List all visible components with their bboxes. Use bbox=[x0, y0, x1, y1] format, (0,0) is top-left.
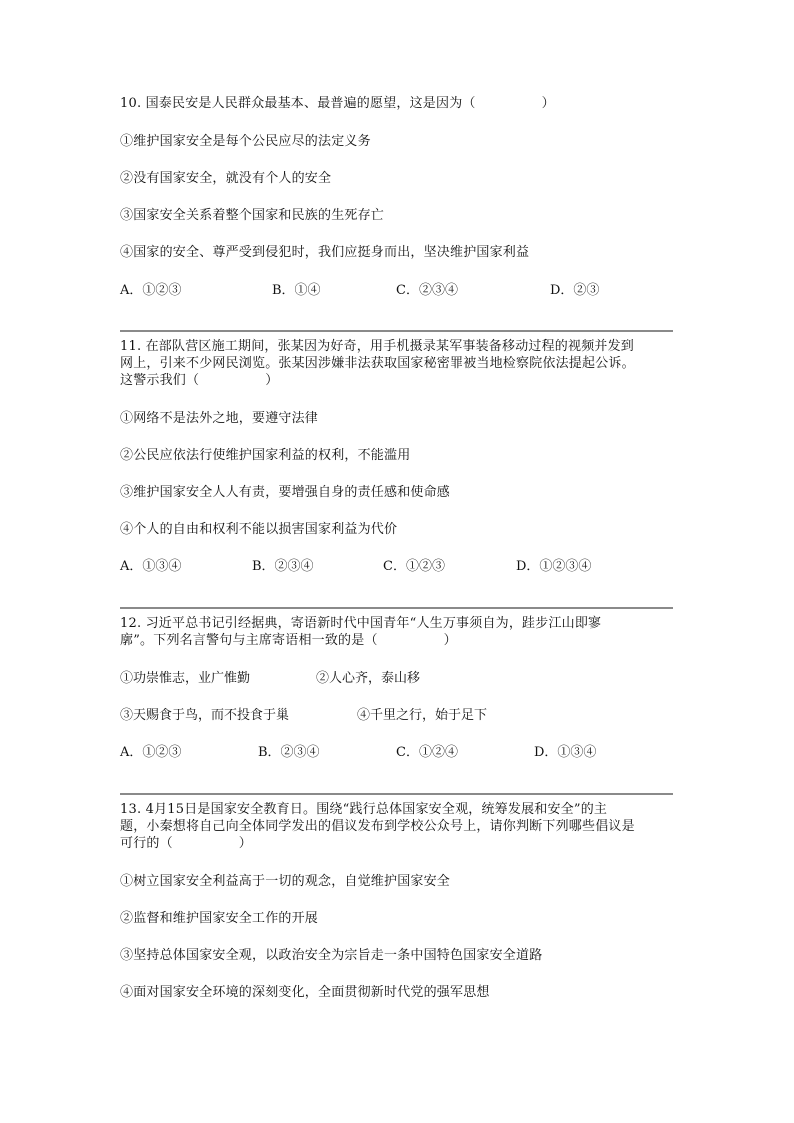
divider-q12-q13 bbox=[120, 793, 673, 795]
q11-option-a: A．①③④ bbox=[120, 559, 182, 574]
q11-item-1: ①网络不是法外之地，要遵守法律 bbox=[120, 411, 319, 426]
q12-option-a: A．①②③ bbox=[120, 745, 182, 760]
q13-stem-line-3: 可行的（ ） bbox=[120, 836, 253, 851]
q13-item-4: ④面对国家安全环境的深刻变化，全面贯彻新时代党的强军思想 bbox=[120, 985, 490, 1000]
q10-item-4: ④国家的安全、尊严受到侵犯时，我们应挺身而出，坚决维护国家利益 bbox=[120, 245, 530, 260]
q12-stem-line-1: 12. 习近平总书记引经据典，寄语新时代中国青年“人生万事须自为，跬步江山即寥 bbox=[120, 616, 602, 631]
q12-item-1: ①功崇惟志，业广惟勤 bbox=[120, 671, 251, 686]
q11-item-2: ②公民应依法行使维护国家利益的权利，不能滥用 bbox=[120, 448, 411, 463]
q13-item-2: ②监督和维护国家安全工作的开展 bbox=[120, 911, 319, 926]
q12-option-c: C．①②④ bbox=[396, 745, 458, 760]
q10-item-3: ③国家安全关系着整个国家和民族的生死存亡 bbox=[120, 208, 385, 223]
q11-stem-line-2: 网上，引来不少网民浏览。张某因涉嫌非法获取国家秘密罪被当地检察院依法提起公诉。 bbox=[120, 356, 635, 371]
q12-option-d: D．①③④ bbox=[534, 745, 597, 760]
q10-item-1: ①维护国家安全是每个公民应尽的法定义务 bbox=[120, 134, 371, 149]
q11-option-b: B．②③④ bbox=[252, 559, 314, 574]
q11-option-d: D．①②③④ bbox=[516, 559, 592, 574]
q11-item-4: ④个人的自由和权利不能以损害国家利益为代价 bbox=[120, 522, 398, 537]
q10-option-a: A．①②③ bbox=[120, 283, 182, 298]
divider-q11-q12 bbox=[120, 607, 673, 609]
q13-item-1: ①树立国家安全利益高于一切的观念，自觉维护国家安全 bbox=[120, 874, 451, 889]
q11-item-3: ③维护国家安全人人有责，要增强自身的责任感和使命感 bbox=[120, 485, 451, 500]
divider-q10-q11 bbox=[120, 330, 673, 332]
q13-stem-line-1: 13. 4月15日是国家安全教育日。围绕“践行总体国家安全观，统筹发展和安全”的主 bbox=[120, 802, 608, 817]
q11-stem-line-1: 11. 在部队营区施工期间，张某因为好奇，用手机摄录某军事装备移动过程的视频并发到 bbox=[120, 339, 635, 354]
q10-stem: 10. 国泰民安是人民群众最基本、最普遍的愿望，这是因为（ ） bbox=[120, 96, 555, 111]
q12-item-2: ②人心齐，泰山移 bbox=[316, 671, 421, 686]
q11-option-c: C．①②③ bbox=[383, 559, 445, 574]
q12-stem-line-2: 廓”。下列名言警句与主席寄语相一致的是（ ） bbox=[120, 633, 457, 648]
q10-item-2: ②没有国家安全，就没有个人的安全 bbox=[120, 171, 332, 186]
q12-option-b: B．②③④ bbox=[258, 745, 320, 760]
q12-item-3: ③天赐食于鸟，而不投食于巢 bbox=[120, 708, 290, 723]
q13-stem-line-2: 题，小秦想将自己向全体同学发出的倡议发布到学校公众号上，请你判断下列哪些倡议是 bbox=[120, 819, 635, 834]
q11-stem-line-3: 这警示我们（ ） bbox=[120, 373, 279, 388]
q12-item-4: ④千里之行，始于足下 bbox=[357, 708, 488, 723]
q13-item-3: ③坚持总体国家安全观，以政治安全为宗旨走一条中国特色国家安全道路 bbox=[120, 948, 543, 963]
q10-option-d: D．②③ bbox=[550, 283, 600, 298]
q10-option-b: B．①④ bbox=[272, 283, 321, 298]
q10-option-c: C．②③④ bbox=[396, 283, 458, 298]
